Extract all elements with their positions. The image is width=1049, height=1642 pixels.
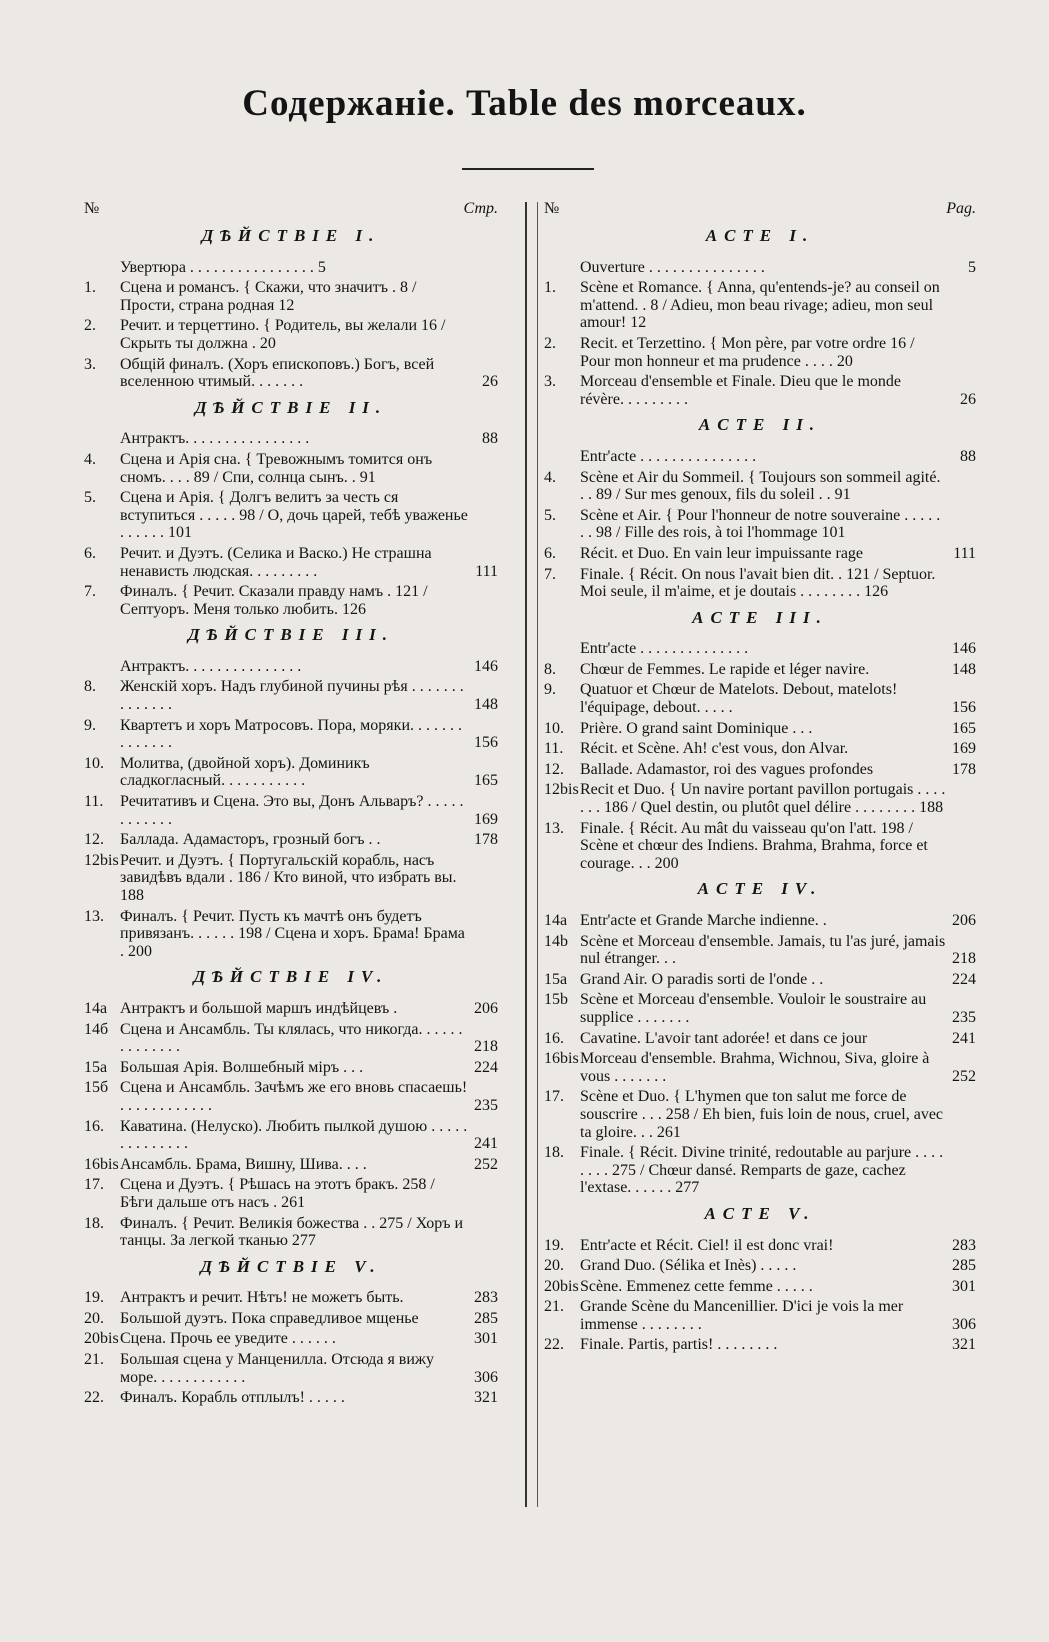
contents-entry: [544, 640, 976, 658]
entry-number: 15а: [544, 970, 568, 988]
column-header: [544, 200, 976, 219]
page-title: Содержаніе. Table des morceaux.: [242, 83, 807, 124]
contents-entry: [544, 1050, 976, 1085]
contents-entry: [544, 448, 976, 466]
entry-title: Финалъ. { Речит. Великія божества . . 275 / Хоръ и танцы. За легкой тканью 277: [120, 1214, 464, 1250]
contents-entry: [84, 852, 498, 905]
entry-title: Finale. Partis, partis! . . . . . . . .: [580, 1336, 778, 1354]
entry-page: 111: [953, 544, 976, 562]
entry-title: Речит. и Дуэтъ. { Португальскій корабль, насъ завидѣвъ вдали . 186 / Кто виной, что избрать вы. 188: [120, 851, 457, 904]
entry-number: 15b: [544, 991, 568, 1009]
contents-entry: [84, 1176, 498, 1211]
entry-page: 218: [474, 1038, 498, 1056]
contents-entry: [84, 259, 498, 277]
entry-title: Антрактъ и большой маршъ индѣйцевъ .: [120, 999, 398, 1017]
contents-entry: [544, 259, 976, 277]
entry-page: 111: [475, 562, 498, 580]
act-heading: ACTE IV.: [697, 879, 823, 899]
contents-entry: [544, 507, 976, 542]
entry-page: 146: [474, 657, 498, 675]
entry-number: 21.: [84, 1351, 104, 1369]
entry-title: Récit. et Duo. En vain leur impuissante rage: [580, 544, 864, 562]
contents-entry: [84, 1310, 498, 1328]
entry-title: Finale. { Récit. Au mât du vaisseau qu'on l'att. 198 / Scène et chœur des Indiens. Brahma, Brahma, force et courage. . . 200: [580, 819, 928, 872]
entry-page: 301: [952, 1277, 976, 1295]
entry-page: 285: [474, 1309, 498, 1327]
entry-title: Entr'acte et Récit. Ciel! il est donc vrai!: [580, 1236, 834, 1254]
entry-page: 165: [474, 772, 498, 790]
contents-entry: [544, 1336, 976, 1354]
entry-title: Chœur de Femmes. Le rapide et léger navire.: [580, 660, 870, 678]
entry-number: 16bis: [544, 1050, 579, 1068]
column-divider: [525, 202, 538, 1507]
entry-page: 306: [474, 1368, 498, 1386]
number-header: №: [544, 200, 560, 217]
entry-number: 17.: [544, 1088, 564, 1106]
contents-entry: [544, 335, 976, 370]
contents-entry: [544, 971, 976, 989]
entry-title: Антрактъ. . . . . . . . . . . . . . . .: [120, 430, 310, 448]
entry-title: Сцена и романсъ. { Скажи, что значитъ . 8 / Прости, страна родная 12: [120, 279, 417, 314]
entry-title: Scène. Emmenez cette femme . . . . .: [580, 1277, 813, 1295]
entry-title: Сцена и Дуэтъ. { Рѣшась на этотъ бракъ. 258 / Бѣги дальше отъ насъ . 261: [120, 1176, 435, 1211]
entry-title: Scène et Morceau d'ensemble. Jamais, tu l'as juré, jamais nul étranger. . .: [580, 932, 946, 968]
entry-number: 15а: [84, 1058, 108, 1076]
entry-page: 235: [474, 1096, 498, 1114]
entry-page: 283: [474, 1289, 498, 1307]
contents-entry: [84, 317, 498, 352]
entry-title: Quatuor et Chœur de Matelots. Debout, matelots! l'équipage, debout. . . . .: [580, 681, 898, 717]
entry-number: 16.: [544, 1029, 564, 1047]
contents-entry: [544, 1144, 976, 1197]
russian-contents-column: [84, 200, 498, 1410]
entry-number: 2.: [84, 317, 96, 335]
entry-page: 321: [474, 1389, 498, 1407]
contents-entry: [84, 583, 498, 618]
entry-number: 11.: [544, 740, 564, 758]
contents-entry: [84, 451, 498, 486]
entry-number: 5.: [84, 489, 96, 507]
entry-page: 88: [482, 430, 498, 448]
act-heading: ДѢЙСТВІЕ I.: [201, 226, 381, 245]
contents-entry: [84, 489, 498, 542]
entry-page: 169: [952, 740, 976, 758]
entry-number: 21.: [544, 1298, 564, 1316]
entry-title: Recit et Duo. { Un navire portant pavillon portugais . . . . . . . 186 / Quel destin, ou plutôt quel délire . . . . . . . . 188: [580, 781, 946, 817]
contents-entry: [544, 661, 976, 679]
entry-page: 156: [474, 734, 498, 752]
entry-number: 14б: [84, 1020, 109, 1038]
contents-entry: [544, 681, 976, 716]
entry-title: Ансамбль. Брама, Вишну, Шива. . . .: [120, 1155, 367, 1173]
entry-title: Scène et Romance. { Anna, qu'entends-je? au conseil on m'attend. . 8 / Adieu, mon beau rivage; adieu, mon seul amour! 12: [580, 279, 940, 332]
entry-title: Речит. и Дуэтъ. (Селика и Васко.) Не страшна ненависть людская. . . . . . . . .: [120, 544, 432, 580]
contents-entry: [544, 1088, 976, 1141]
entry-title: Речитативъ и Сцена. Это вы, Донъ Альваръ? . . . . . . . . . . . .: [120, 793, 464, 828]
page-header: Стр.: [463, 200, 498, 217]
contents-entry: [84, 1351, 498, 1386]
entry-page: 283: [952, 1236, 976, 1254]
entry-title: Речит. и терцеттино. { Родитель, вы желали 16 / Скрыть ты должна . 20: [120, 317, 446, 352]
entry-number: 13.: [544, 819, 564, 837]
page-header: Pag.: [946, 200, 976, 217]
contents-entry: [544, 1278, 976, 1296]
entry-title: Grand Air. O paradis sorti de l'onde . .: [580, 970, 824, 988]
entry-title: Grand Duo. (Sélika et Inès) . . . . .: [580, 1257, 797, 1275]
entry-number: 15б: [84, 1079, 109, 1097]
act-heading: ACTE V.: [704, 1203, 816, 1223]
entry-page: 252: [474, 1155, 498, 1173]
entry-title: Сцена и Арія сна. { Тревожнымъ томится онъ сномъ. . . . 89 / Спи, солнца сынъ. . 91: [120, 450, 433, 486]
contents-entry: [84, 908, 498, 961]
contents-entry: [544, 469, 976, 504]
act-heading: ДѢЙСТВІЕ IV.: [193, 967, 389, 987]
entry-number: 12bis: [544, 781, 579, 799]
entry-page: 206: [474, 999, 498, 1017]
contents-entry: [84, 1156, 498, 1174]
contents-entry: [544, 545, 976, 563]
entry-title: Молитва, (двойной хоръ). Доминикъ сладкогласный. . . . . . . . . . .: [120, 754, 370, 790]
entry-number: 3.: [84, 355, 96, 373]
entry-page: 241: [474, 1135, 498, 1153]
entry-number: 7.: [84, 583, 96, 601]
entry-title: Каватина. (Нелуско). Любить пылкой душою . . . . . . . . . . . . . .: [120, 1117, 468, 1153]
entry-number: 12bis: [84, 851, 119, 869]
entry-page: 218: [952, 950, 976, 968]
entry-number: 22.: [84, 1389, 104, 1407]
entry-page: 224: [474, 1058, 498, 1076]
entry-title: Scène et Duo. { L'hymen que ton salut me force de souscrire . . . 258 / Eh bien, fuis loin de nous, cruel, avec ta gloire. . . 261: [580, 1088, 944, 1141]
entry-title: Сцена и Арія. { Долгъ велитъ за честь ся вступиться . . . . . 98 / О, дочь царей, тебѣ уваженье . . . . . . 101: [120, 489, 468, 542]
column-header: [84, 200, 498, 219]
contents-entry: [84, 717, 498, 752]
entry-title: Scène et Air du Sommeil. { Toujours son sommeil agité. . . 89 / Sur mes genoux, fils du soleil . . 91: [580, 468, 941, 504]
entry-page: 165: [952, 719, 976, 737]
title-rule: [462, 168, 594, 170]
contents-entry: [84, 1000, 498, 1018]
entry-number: 3.: [544, 373, 556, 391]
entry-number: 16bis: [84, 1155, 119, 1173]
contents-entry: [544, 1237, 976, 1255]
entry-number: 20.: [544, 1257, 564, 1275]
entry-page: 252: [952, 1067, 976, 1085]
entry-number: 1.: [544, 279, 556, 297]
entry-page: 235: [952, 1008, 976, 1026]
entry-title: Большой дуэтъ. Пока справедливое мщенье: [120, 1309, 419, 1327]
act-heading: ACTE II.: [698, 415, 822, 435]
entry-title: Антрактъ. . . . . . . . . . . . . . .: [120, 657, 302, 675]
entry-number: 7.: [544, 565, 556, 583]
entry-title: Ballade. Adamastor, roi des vagues profondes: [580, 760, 874, 778]
entry-number: 13.: [84, 907, 104, 925]
entry-page: 321: [952, 1336, 976, 1354]
act-heading: ДѢЙСТВІЕ V.: [200, 1256, 382, 1276]
entry-title: Entr'acte et Grande Marche indienne. .: [580, 912, 827, 929]
contents-entry: [544, 1298, 976, 1333]
entry-number: 12.: [544, 760, 564, 778]
act-heading: ACTE III.: [692, 607, 828, 627]
entry-title: Сцена и Ансамбль. Зачѣмъ же его вновь спасаешь! . . . . . . . . . . . .: [120, 1079, 468, 1114]
entry-page: 306: [952, 1315, 976, 1333]
contents-entry: [84, 1021, 498, 1056]
contents-entry: [84, 678, 498, 713]
entry-page: 169: [474, 810, 498, 828]
entry-title: Увертюра . . . . . . . . . . . . . . . . 5: [120, 258, 326, 276]
entry-number: 8.: [544, 660, 556, 678]
entry-title: Entr'acte . . . . . . . . . . . . . . .: [580, 447, 757, 465]
contents-entry: [84, 1215, 498, 1250]
contents-entry: [84, 1059, 498, 1077]
entry-title: Scène et Air. { Pour l'honneur de notre souveraine . . . . . . . 98 / Fille des rois, à toi l'hommage 101: [580, 506, 941, 542]
entry-number: 5.: [544, 506, 556, 524]
entry-number: 9.: [544, 681, 556, 699]
entry-page: 148: [474, 696, 498, 714]
contents-entry: [544, 566, 976, 601]
contents-entry: [84, 793, 498, 828]
contents-entry: [84, 755, 498, 790]
contents-entry: [84, 1289, 498, 1307]
entry-number: 20bis: [544, 1277, 579, 1295]
contents-entry: [544, 373, 976, 408]
entry-number: 9.: [84, 716, 96, 734]
entry-number: 10.: [84, 754, 104, 772]
french-contents-column: [544, 200, 976, 1357]
entry-page: 26: [482, 373, 498, 391]
entry-number: 1.: [84, 279, 96, 297]
contents-entry: [84, 545, 498, 580]
entry-title: Финалъ. Корабль отплылъ! . . . . .: [120, 1389, 345, 1407]
entry-page: 206: [952, 912, 976, 929]
entry-number: 16.: [84, 1117, 104, 1135]
entry-number: 11.: [84, 793, 104, 811]
entry-number: 19.: [84, 1289, 104, 1307]
contents-entry: [544, 740, 976, 758]
entry-page: 5: [968, 258, 976, 276]
contents-entry: [544, 912, 976, 930]
entry-title: Антрактъ и речит. Нѣтъ! не можетъ быть.: [120, 1289, 404, 1307]
entry-page: 178: [474, 831, 498, 849]
contents-entry: [84, 279, 498, 314]
entry-page: 178: [952, 760, 976, 778]
contents-entry: [544, 720, 976, 738]
contents-entry: [84, 1079, 498, 1114]
contents-entry: [544, 991, 976, 1026]
contents-entry: [544, 761, 976, 779]
entry-title: Entr'acte . . . . . . . . . . . . . .: [580, 640, 749, 658]
entry-number: 19.: [544, 1236, 564, 1254]
number-header: №: [84, 200, 100, 217]
entry-title: Большая сцена у Манценилла. Отсюда я вижу море. . . . . . . . . . . .: [120, 1351, 434, 1386]
entry-title: Scène et Morceau d'ensemble. Vouloir le soustraire au supplice . . . . . . .: [580, 991, 927, 1026]
entry-number: 20bis: [84, 1330, 119, 1348]
entry-number: 14а: [84, 999, 108, 1017]
entry-title: Cavatine. L'avoir tant adorée! et dans ce jour: [580, 1029, 868, 1047]
entry-page: 88: [960, 447, 976, 465]
entry-title: Finale. { Récit. Divine trinité, redoutable au parjure . . . . . . . . 275 / Chœur dansé. Remparts de gaze, cachez l'extase. . . . . . 277: [580, 1144, 944, 1197]
act-heading: ДѢЙСТВІЕ III.: [188, 625, 394, 645]
entry-number: 18.: [544, 1144, 564, 1162]
entry-title: Женскій хоръ. Надъ глубиной пучины рѣя . . . . . . . . . . . . . .: [120, 678, 464, 714]
entry-title: Общій финалъ. (Хоръ епископовъ.) Богъ, всей вселенною чтимый. . . . . . .: [120, 355, 435, 391]
entry-page: 26: [960, 390, 976, 408]
contents-entry: [544, 933, 976, 968]
entry-number: 18.: [84, 1214, 104, 1232]
contents-entry: [544, 820, 976, 873]
entry-title: Финалъ. { Речит. Пусть къ мачтѣ онъ будетъ привязанъ. . . . . . 198 / Сцена и хоръ. Брама! Брама . 200: [120, 907, 465, 960]
contents-entry: [544, 1257, 976, 1275]
entry-number: 8.: [84, 678, 96, 696]
entry-number: 4.: [544, 468, 556, 486]
contents-entry: [84, 658, 498, 676]
contents-entry: [84, 1330, 498, 1348]
entry-number: 4.: [84, 450, 96, 468]
entry-title: Сцена. Прочь ее уведите . . . . . .: [120, 1330, 336, 1348]
entry-number: 20.: [84, 1309, 104, 1327]
entry-number: 17.: [84, 1176, 104, 1194]
entry-title: Большая Арія. Волшебный міръ . . .: [120, 1058, 364, 1076]
act-heading: ACTE I.: [705, 226, 815, 245]
contents-entry: [84, 1389, 498, 1407]
contents-entry: [84, 356, 498, 391]
entry-title: Recit. et Terzettino. { Mon père, par votre ordre 16 / Pour mon honneur et ma prudence . . . . 20: [580, 334, 915, 370]
entry-page: 301: [474, 1330, 498, 1348]
act-heading: ДѢЙСТВІЕ II.: [194, 397, 388, 417]
contents-entry: [544, 1030, 976, 1048]
contents-entry: [84, 430, 498, 448]
entry-page: 224: [952, 970, 976, 988]
entry-title: Grande Scène du Mancenillier. D'ici je vois la mer immense . . . . . . . .: [580, 1298, 904, 1333]
entry-title: Баллада. Адамасторъ, грозный богъ . .: [120, 831, 381, 849]
entry-page: 241: [952, 1029, 976, 1047]
entry-number: 6.: [84, 544, 96, 562]
entry-title: Morceau d'ensemble. Brahma, Wichnou, Siva, gloire à vous . . . . . . .: [580, 1050, 930, 1085]
entry-title: Квартетъ и хоръ Матросовъ. Пора, моряки. . . . . . . . . . . . . .: [120, 716, 462, 752]
contents-entry: [544, 279, 976, 332]
entry-title: Финалъ. { Речит. Сказали правду намъ . 121 / Септуоръ. Меня только любить. 126: [120, 583, 428, 618]
entry-title: Morceau d'ensemble et Finale. Dieu que le monde révère. . . . . . . . .: [580, 373, 901, 408]
entry-number: 14b: [544, 932, 568, 950]
entry-number: 22.: [544, 1336, 564, 1354]
contents-entry: [84, 1118, 498, 1153]
entry-number: 14а: [544, 912, 568, 929]
entry-page: 285: [952, 1257, 976, 1275]
entry-page: 148: [952, 660, 976, 678]
entry-title: Prière. O grand saint Dominique . . .: [580, 719, 813, 737]
entry-title: Finale. { Récit. On nous l'avait bien dit. . 121 / Septuor. Moi seule, il m'aime, et je doutais . . . . . . . . 126: [580, 565, 936, 601]
contents-entry: [84, 831, 498, 849]
contents-entry: [544, 781, 976, 816]
entry-title: Сцена и Ансамбль. Ты клялась, что никогда. . . . . . . . . . . . . .: [120, 1020, 463, 1056]
entry-page: 156: [952, 699, 976, 717]
entry-page: 146: [952, 640, 976, 658]
entry-number: 6.: [544, 544, 556, 562]
entry-title: Récit. et Scène. Ah! c'est vous, don Alvar.: [580, 740, 849, 758]
entry-title: Ouverture . . . . . . . . . . . . . . .: [580, 258, 765, 276]
entry-number: 10.: [544, 719, 564, 737]
entry-number: 2.: [544, 334, 556, 352]
entry-number: 12.: [84, 831, 104, 849]
